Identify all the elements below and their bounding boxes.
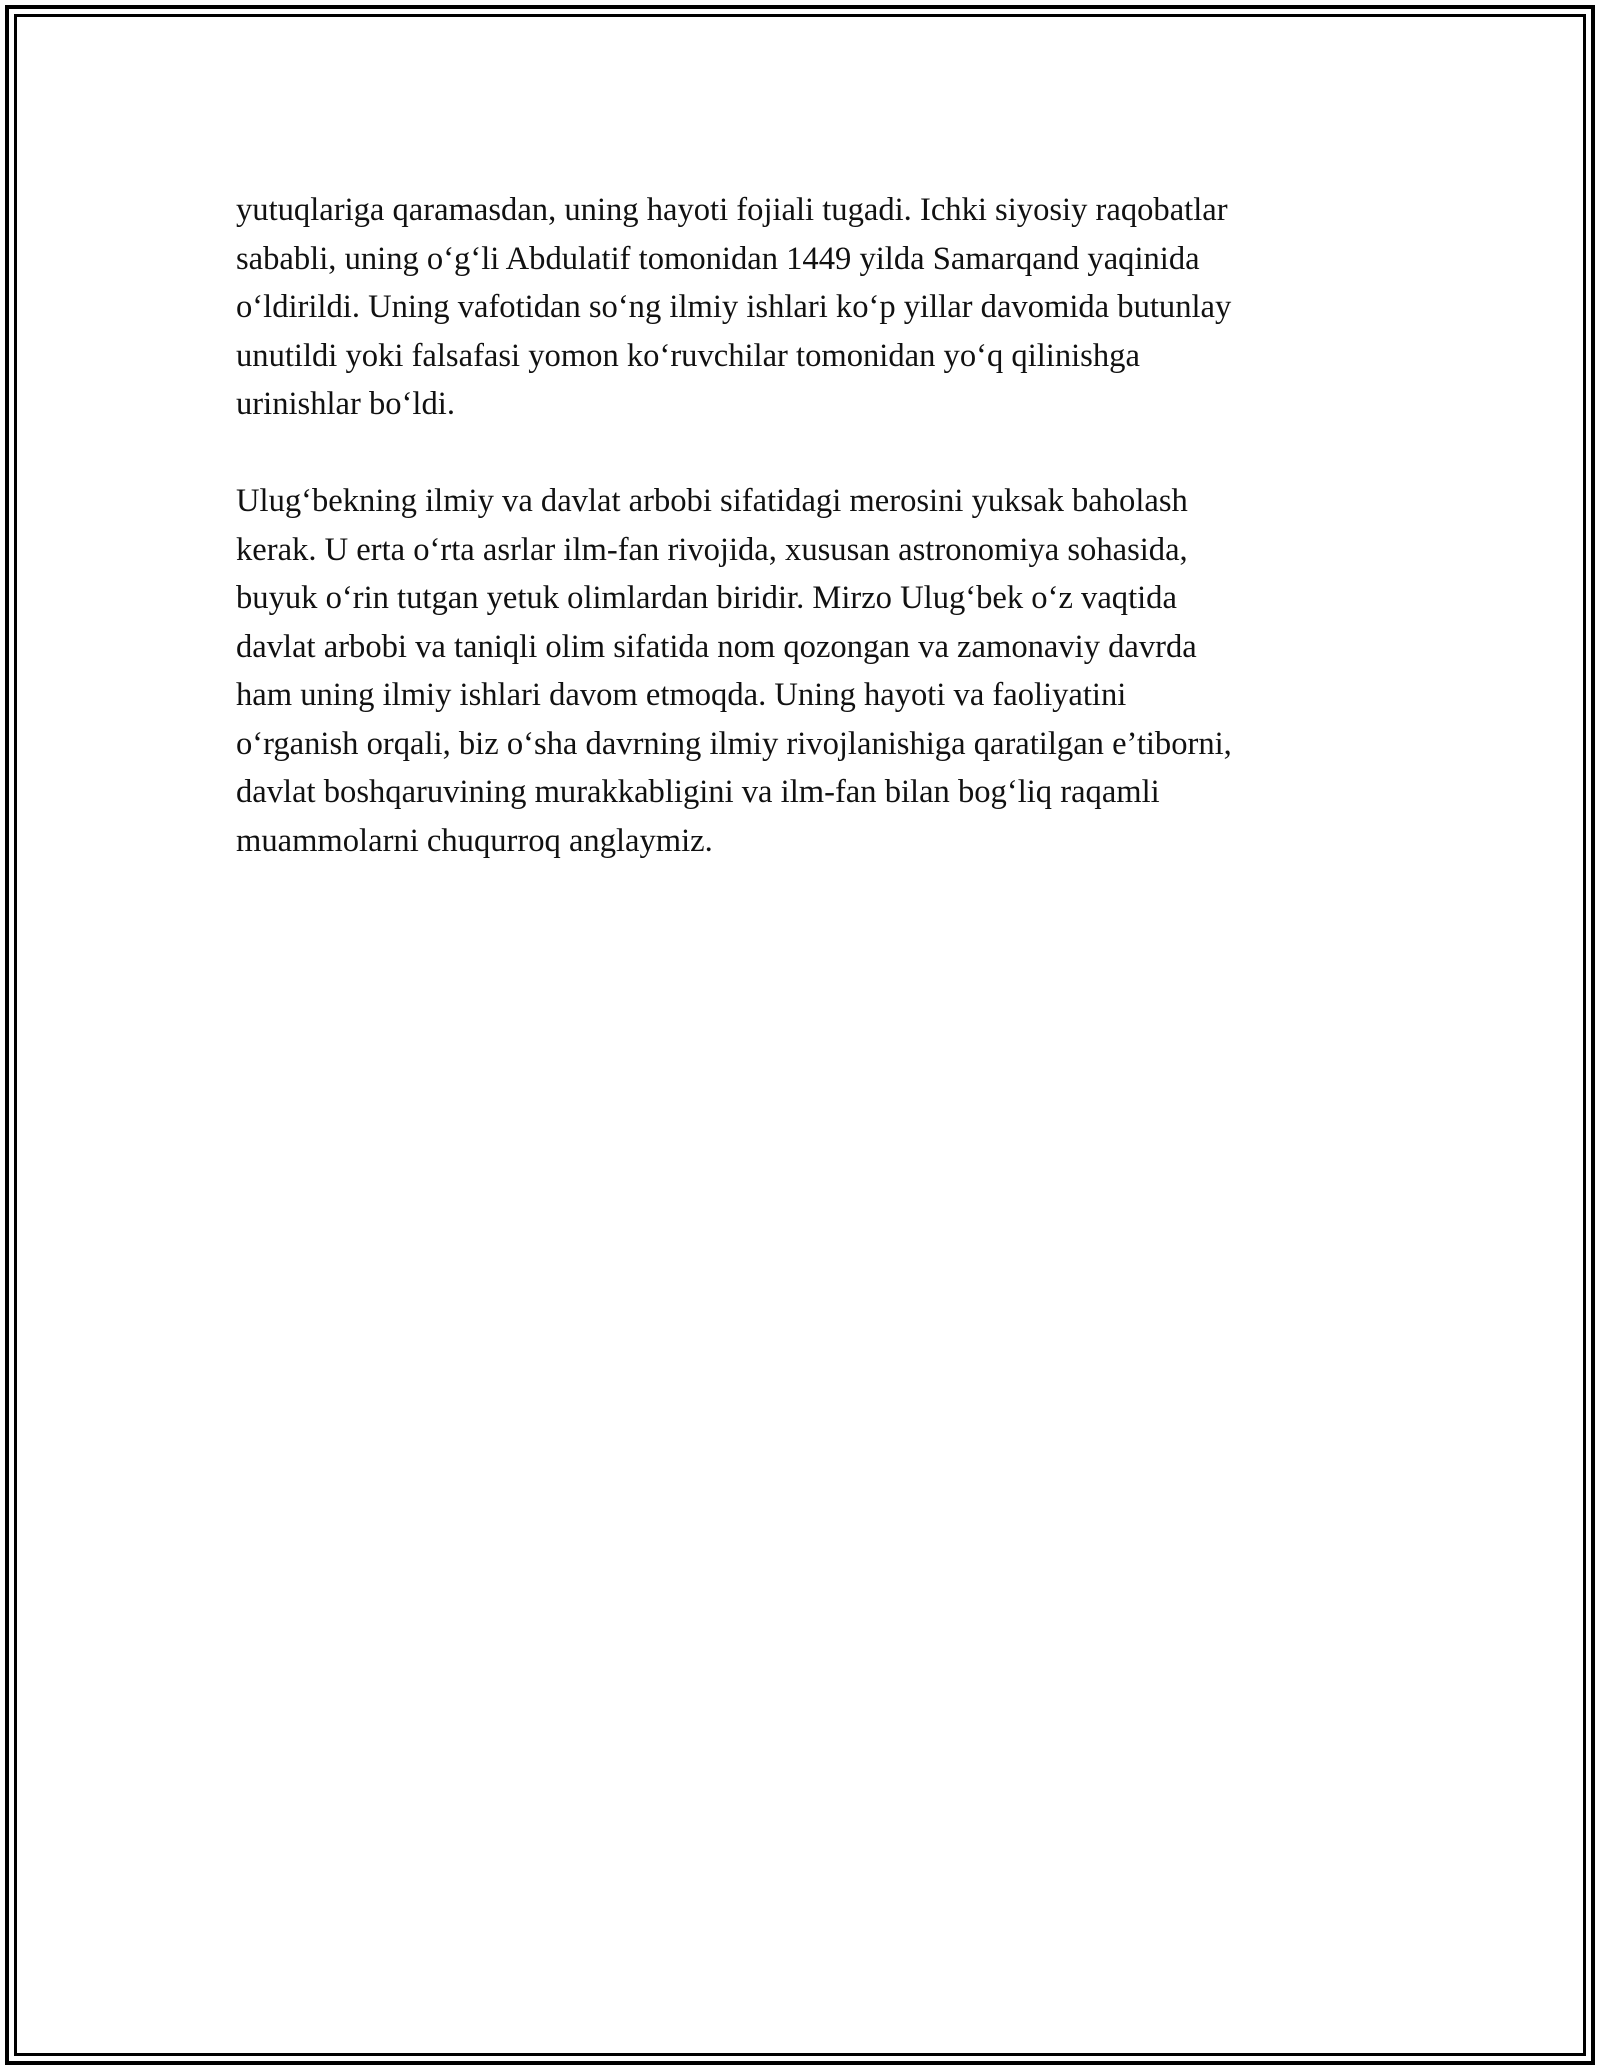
paragraph-2-line-8: muammolarni chuqurroq anglaymiz. [236, 822, 713, 859]
paragraph-2-line-3: buyuk o‘rin tutgan yetuk olimlardan biridir. Mirzo Ulug‘bek o‘z vaqtida [236, 580, 1177, 616]
paragraph-1-line-2: sababli, uning o‘g‘li Abdulatif tomonidan 1449 yilda Samarqand yaqinida [236, 240, 1200, 277]
paragraph-2-line-2: kerak. U erta o‘rta asrlar ilm-fan rivojida, xususan astronomiya sohasida, [236, 531, 1188, 568]
paragraph-2-line-4: davlat arbobi va taniqli olim sifatida nom qozongan va zamonaviy davrda [236, 628, 1197, 665]
paragraph-1-line-1: yutuqlariga qaramasdan, uning hayoti fojiali tugadi. Ichki siyosiy raqobatlar [236, 192, 1228, 228]
paragraph-2-line-7: davlat boshqaruvining murakkabligini va ilm-fan bilan bog‘liq raqamli [236, 774, 1160, 810]
paragraph-2-line-6: o‘rganish orqali, biz o‘sha davrning ilmiy rivojlanishiga qaratilgan e’tiborni, [236, 725, 1232, 762]
document-body [236, 186, 1366, 865]
paragraph-2-line-5: ham uning ilmiy ishlari davom etmoqda. Uning hayoti va faoliyatini [236, 677, 1127, 713]
paragraph-2-line-1: Ulug‘bekning ilmiy va davlat arbobi sifatidagi merosini yuksak baholash [236, 483, 1188, 519]
paragraph-1-line-4: unutildi yoki falsafasi yomon ko‘ruvchilar tomonidan yo‘q qilinishga [236, 337, 1140, 374]
paragraph-1 [236, 186, 1366, 429]
paragraph-2 [236, 477, 1366, 865]
paragraph-1-line-3: o‘ldirildi. Uning vafotidan so‘ng ilmiy ishlari ko‘p yillar davomida butunlay [236, 289, 1232, 325]
paragraph-1-line-5: urinishlar bo‘ldi. [236, 386, 455, 422]
